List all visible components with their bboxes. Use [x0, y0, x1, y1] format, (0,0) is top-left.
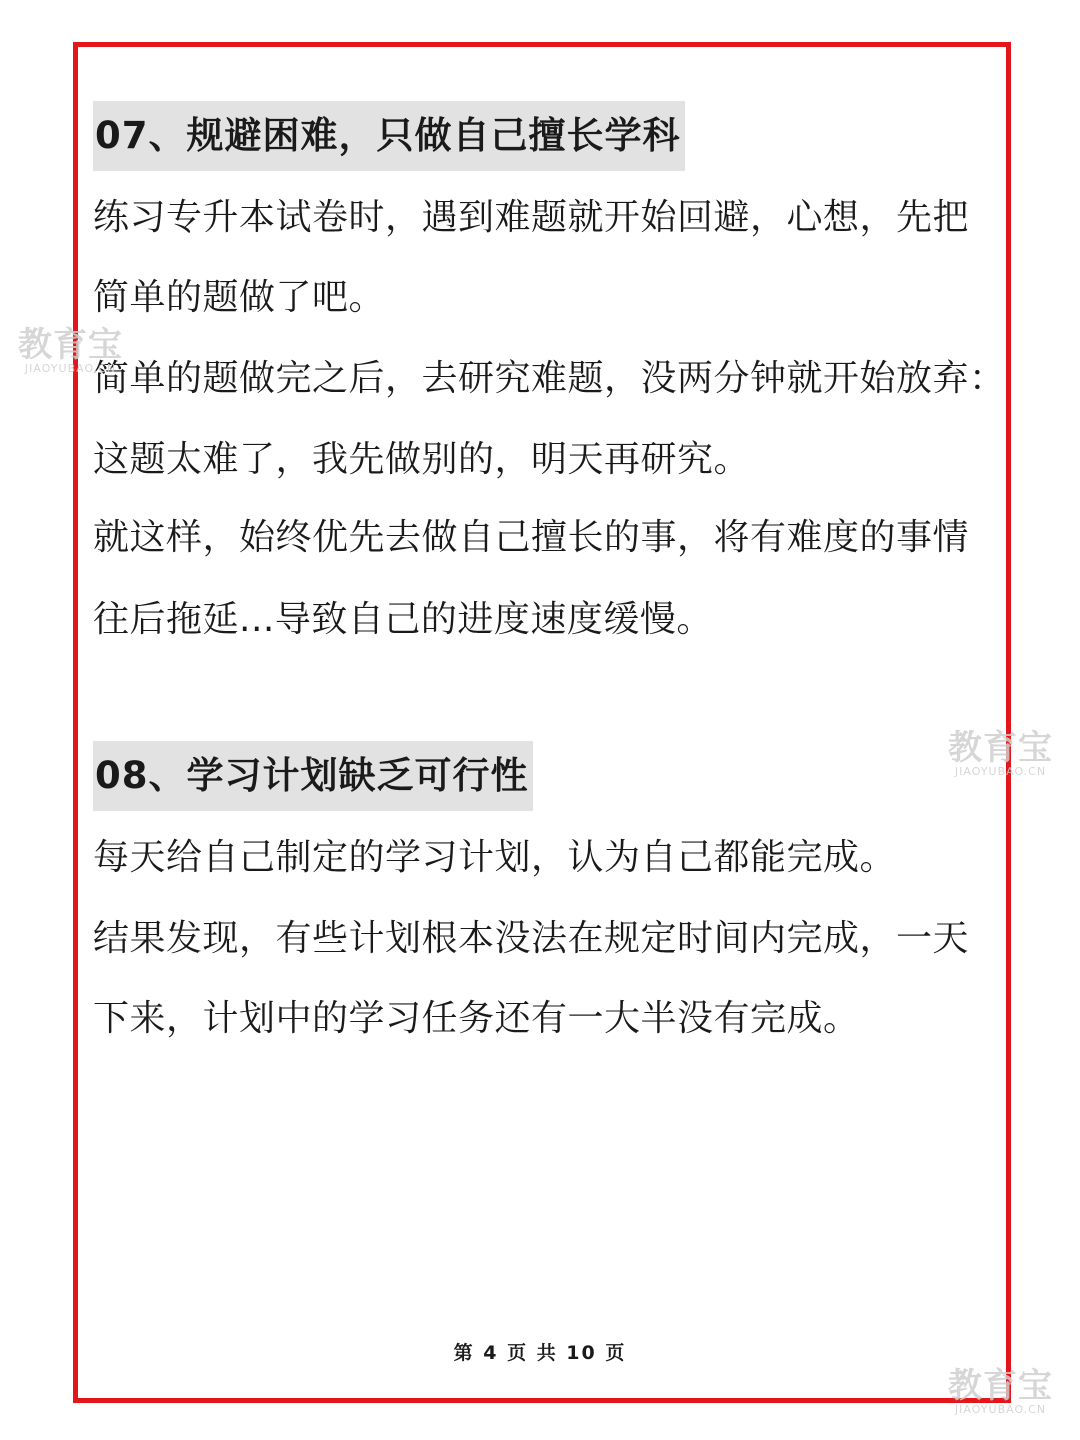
watermark-en: JIAOYUBAO.CN — [954, 1403, 1047, 1416]
section-07-line-3: 简单的题做完之后，去研究难题，没两分钟就开始放弃： — [93, 358, 1006, 399]
watermark-en: JIAOYUBAO.CN — [24, 362, 117, 375]
watermark-cn: 教育宝 — [948, 1366, 1053, 1406]
section-07-heading: 07、规避困难，只做自己擅长学科 — [93, 101, 685, 171]
section-07-line-1: 练习专升本试卷时，遇到难题就开始回避，心想，先把 — [93, 197, 970, 238]
section-08-line-3: 下来，计划中的学习任务还有一大半没有完成。 — [93, 998, 860, 1039]
section-08-line-2: 结果发现，有些计划根本没法在规定时间内完成，一天 — [93, 918, 970, 959]
section-07-line-2: 简单的题做了吧。 — [93, 277, 386, 318]
section-08-heading: 08、学习计划缺乏可行性 — [93, 741, 533, 811]
watermark-logo — [948, 730, 1053, 778]
section-07-line-4: 这题太难了，我先做别的，明天再研究。 — [93, 439, 751, 480]
section-07-line-5: 就这样，始终优先去做自己擅长的事，将有难度的事情 — [93, 517, 970, 558]
watermark-logo — [18, 327, 123, 375]
section-07-line-6: 往后拖延...导致自己的进度速度缓慢。 — [93, 599, 713, 640]
watermark-logo — [948, 1368, 1053, 1416]
section-08-line-1: 每天给自己制定的学习计划，认为自己都能完成。 — [93, 837, 897, 878]
page-number: 第 4 页 共 10 页 — [453, 1342, 627, 1364]
watermark-cn: 教育宝 — [948, 728, 1053, 768]
watermark-en: JIAOYUBAO.CN — [954, 765, 1047, 778]
watermark-cn: 教育宝 — [18, 325, 123, 365]
